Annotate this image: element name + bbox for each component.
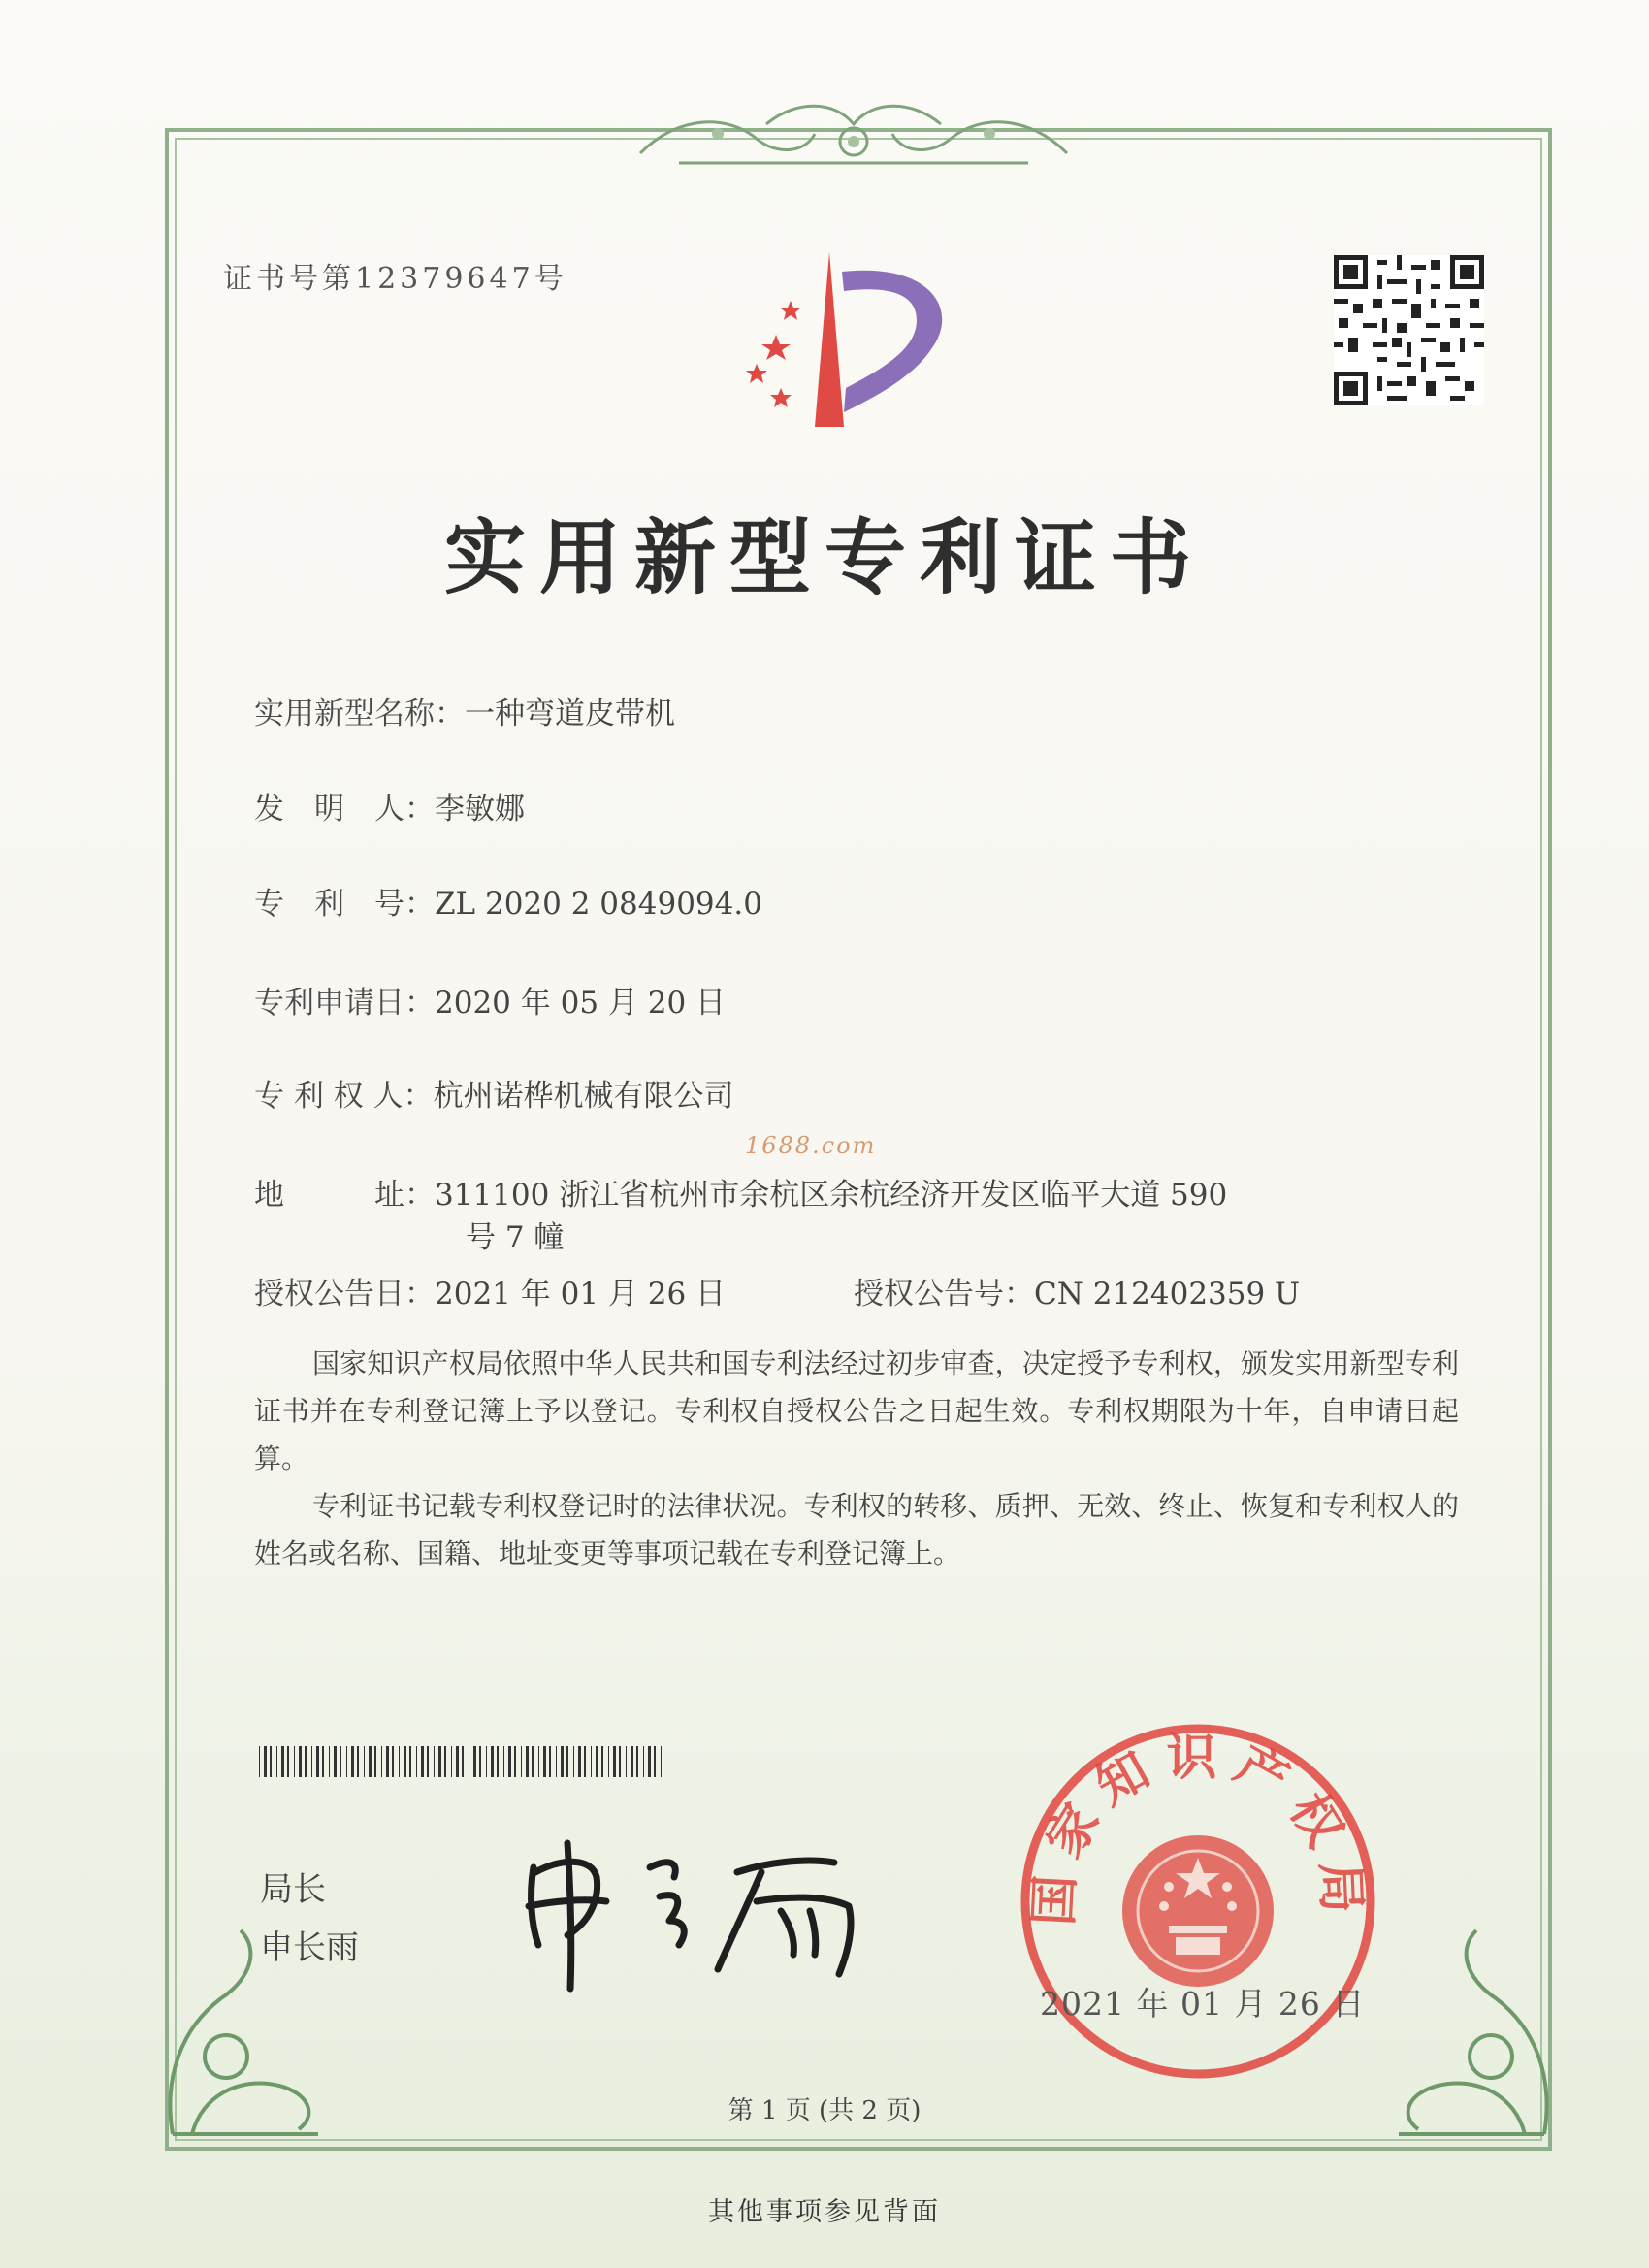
watermark-text: 1688.com bbox=[745, 1132, 877, 1159]
utility-model-name-row bbox=[254, 689, 675, 732]
grant-number-row bbox=[854, 1269, 1300, 1312]
patent-number-row bbox=[254, 879, 762, 923]
certificate-number: 证书号第12379647号 bbox=[223, 262, 567, 296]
patentee-value: 杭州诺桦机械有限公司 bbox=[433, 1079, 734, 1114]
address-row bbox=[254, 1170, 1227, 1214]
patent-office-logo-icon bbox=[737, 243, 989, 437]
qr-code-icon bbox=[1334, 255, 1484, 405]
patent-number-label: 专 利 号： bbox=[254, 887, 435, 922]
inventor-row bbox=[254, 784, 525, 827]
inventor-label: 发 明 人： bbox=[254, 792, 435, 826]
director-signature bbox=[514, 1829, 873, 1993]
utility-model-name-label: 实用新型名称： bbox=[254, 697, 465, 731]
seal-text: 国家知识产权局 bbox=[1024, 1729, 1372, 1928]
seal-date: 2021 年 01 月 26 日 bbox=[1040, 1985, 1366, 2023]
director-name: 申长雨 bbox=[260, 1928, 359, 1967]
filing-date-value: 2020 年 05 月 20 日 bbox=[435, 986, 727, 1021]
address-value-line1: 311100 浙江省杭州市余杭区余杭经济开发区临平大道 590 bbox=[435, 1178, 1228, 1213]
address-value-line2: 号 7 幢 bbox=[466, 1220, 565, 1255]
patentee-row bbox=[254, 1071, 734, 1115]
patent-number-value: ZL 2020 2 0849094.0 bbox=[435, 887, 762, 922]
address-label: 地 址： bbox=[254, 1178, 435, 1213]
grant-date-row bbox=[254, 1269, 726, 1312]
grant-date-label: 授权公告日： bbox=[254, 1277, 435, 1312]
grant-number-value: CN 212402359 U bbox=[1034, 1277, 1301, 1312]
top-ornament-icon bbox=[621, 95, 1086, 173]
page-number: 第 1 页 (共 2 页) bbox=[728, 2096, 922, 2125]
official-seal-icon bbox=[1009, 1712, 1387, 2090]
footer-note: 其他事项参见背面 bbox=[708, 2197, 941, 2227]
grant-date-value: 2021 年 01 月 26 日 bbox=[435, 1277, 727, 1312]
filing-date-row bbox=[254, 978, 726, 1021]
patentee-label: 专 利 权 人： bbox=[254, 1079, 434, 1114]
director-title: 局长 bbox=[260, 1870, 326, 1909]
certificate-title: 实用新型专利证书 bbox=[443, 509, 1205, 605]
inventor-value: 李敏娜 bbox=[435, 792, 525, 826]
filing-date-label: 专利申请日： bbox=[254, 986, 435, 1021]
utility-model-name-value: 一种弯道皮带机 bbox=[465, 697, 675, 731]
body-paragraph-2: 专利证书记载专利权登记时的法律状况。专利权的转移、质押、无效、终止、恢复和专利权人的姓名或名称、国籍、地址变更等事项记载在专利登记簿上。 bbox=[254, 1490, 1459, 1570]
body-paragraph-1: 国家知识产权局依照中华人民共和国专利法经过初步审查，决定授予专利权，颁发实用新型专利证书并在专利登记簿上予以登记。专利权自授权公告之日起生效。专利权期限为十年，自申请日起算。 bbox=[254, 1347, 1459, 1474]
barcode-icon bbox=[259, 1746, 664, 1777]
grant-number-label: 授权公告号： bbox=[854, 1277, 1034, 1312]
